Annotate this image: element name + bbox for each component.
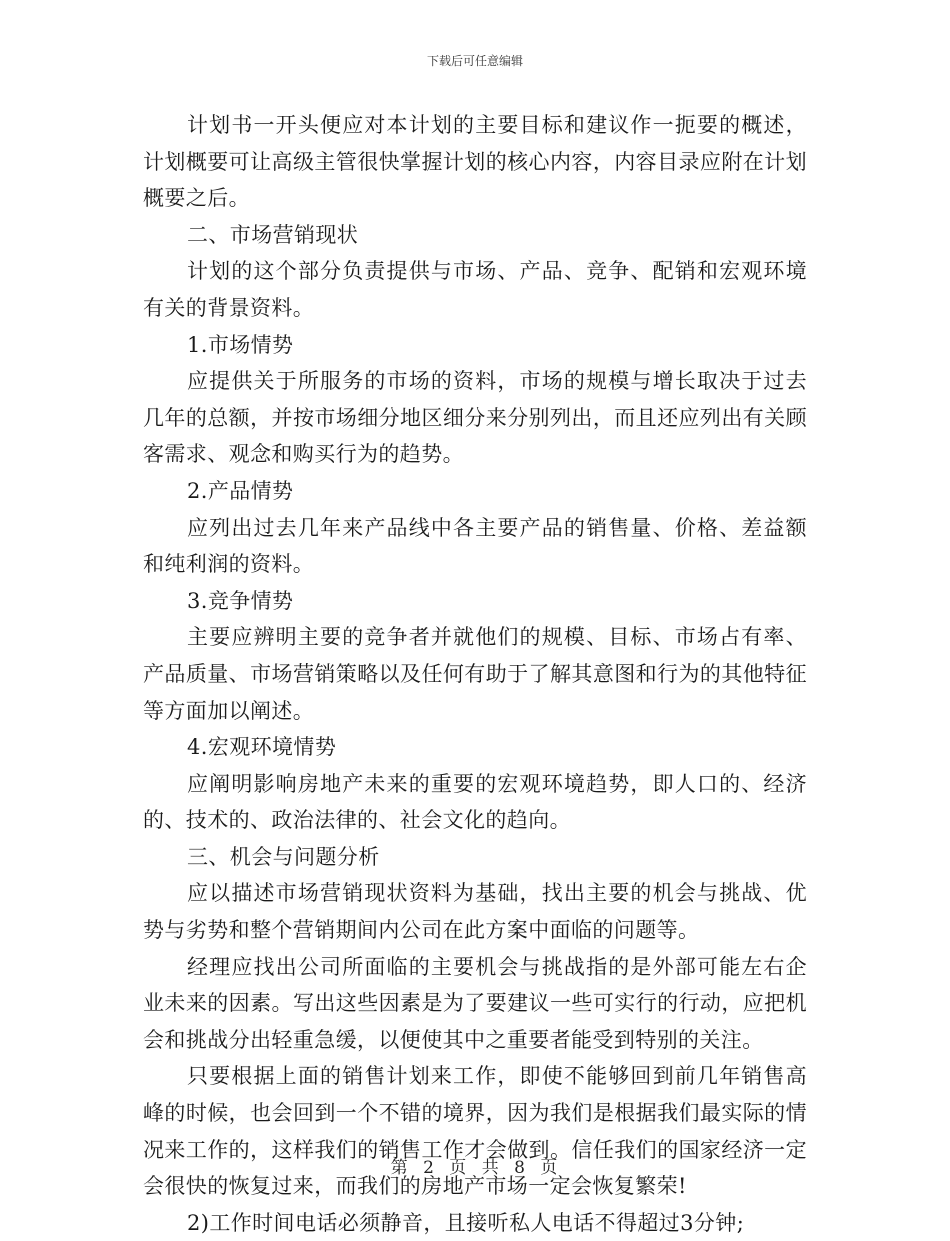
paragraph-summary: 计划书一开头便应对本计划的主要目标和建议作一扼要的概述，计划概要可让高级主管很快掌握计划的核心内容，内容目录应附在计划概要之后。 [143,113,807,211]
paragraph-sales-plan-outlook: 只要根据上面的销售计划来工作，即使不能够回到前几年销售高峰的时候，也会回到一个不错的境界，因为我们是根据我们最实际的情况来工作的，这样我们的销售工作才会做到。信任我们的国家经济一定会很快的恢复过来，而我们的房地产市场一定会恢复繁荣! [143,1064,807,1199]
page-footer: 第 2 页 共 8 页 [390,1158,560,1178]
paragraph-macro-environment: 应阐明影响房地产未来的重要的宏观环境趋势，即人口的、经济的、技术的、政治法律的、社会文化的趋向。 [143,771,807,833]
page-header: 下载后可任意编辑 [426,54,523,68]
paragraph-market-status: 计划的这个部分负责提供与市场、产品、竞争、配销和宏观环境有关的背景资料。 [143,259,807,320]
document-body [143,107,807,1241]
subheading-market-situation: 1.市场情势 [187,332,294,357]
subheading-product-situation: 2.产品情势 [187,478,294,503]
paragraph-manager-opportunities: 经理应找出公司所面临的主要机会与挑战指的是外部可能左右企业未来的因素。写出这些因素是为了要建议一些可实行的行动，应把机会和挑战分出轻重急缓，以便使其中之重要者能受到特别的关注。 [143,954,807,1052]
paragraph-phone-rule: 2)工作时间电话必须静音，且接听私人电话不得超过3分钟; [187,1210,745,1235]
subheading-macro-environment: 4.宏观环境情势 [187,735,337,760]
paragraph-competition-situation: 主要应辨明主要的竞争者并就他们的规模、目标、市场占有率、产品质量、市场营销策略以及任何有助于了解其意图和行为的其他特征等方面加以阐述。 [143,625,807,723]
paragraph-opportunity-analysis: 应以描述市场营销现状资料为基础，找出主要的机会与挑战、优势与劣势和整个营销期间内公司在此方案中面临的问题等。 [143,881,807,943]
section-heading-opportunity-analysis: 三、机会与问题分析 [187,844,380,869]
paragraph-product-situation: 应列出过去几年来产品线中各主要产品的销售量、价格、差益额和纯利润的资料。 [143,515,807,577]
paragraph-market-situation: 应提供关于所服务的市场的资料，市场的规模与增长取决于过去几年的总额，并按市场细分地区细分来分别列出，而且还应列出有关顾客需求、观念和购买行为的趋势。 [143,369,807,467]
section-heading-market-status: 二、市场营销现状 [187,222,359,247]
subheading-competition-situation: 3.竞争情势 [187,588,294,613]
